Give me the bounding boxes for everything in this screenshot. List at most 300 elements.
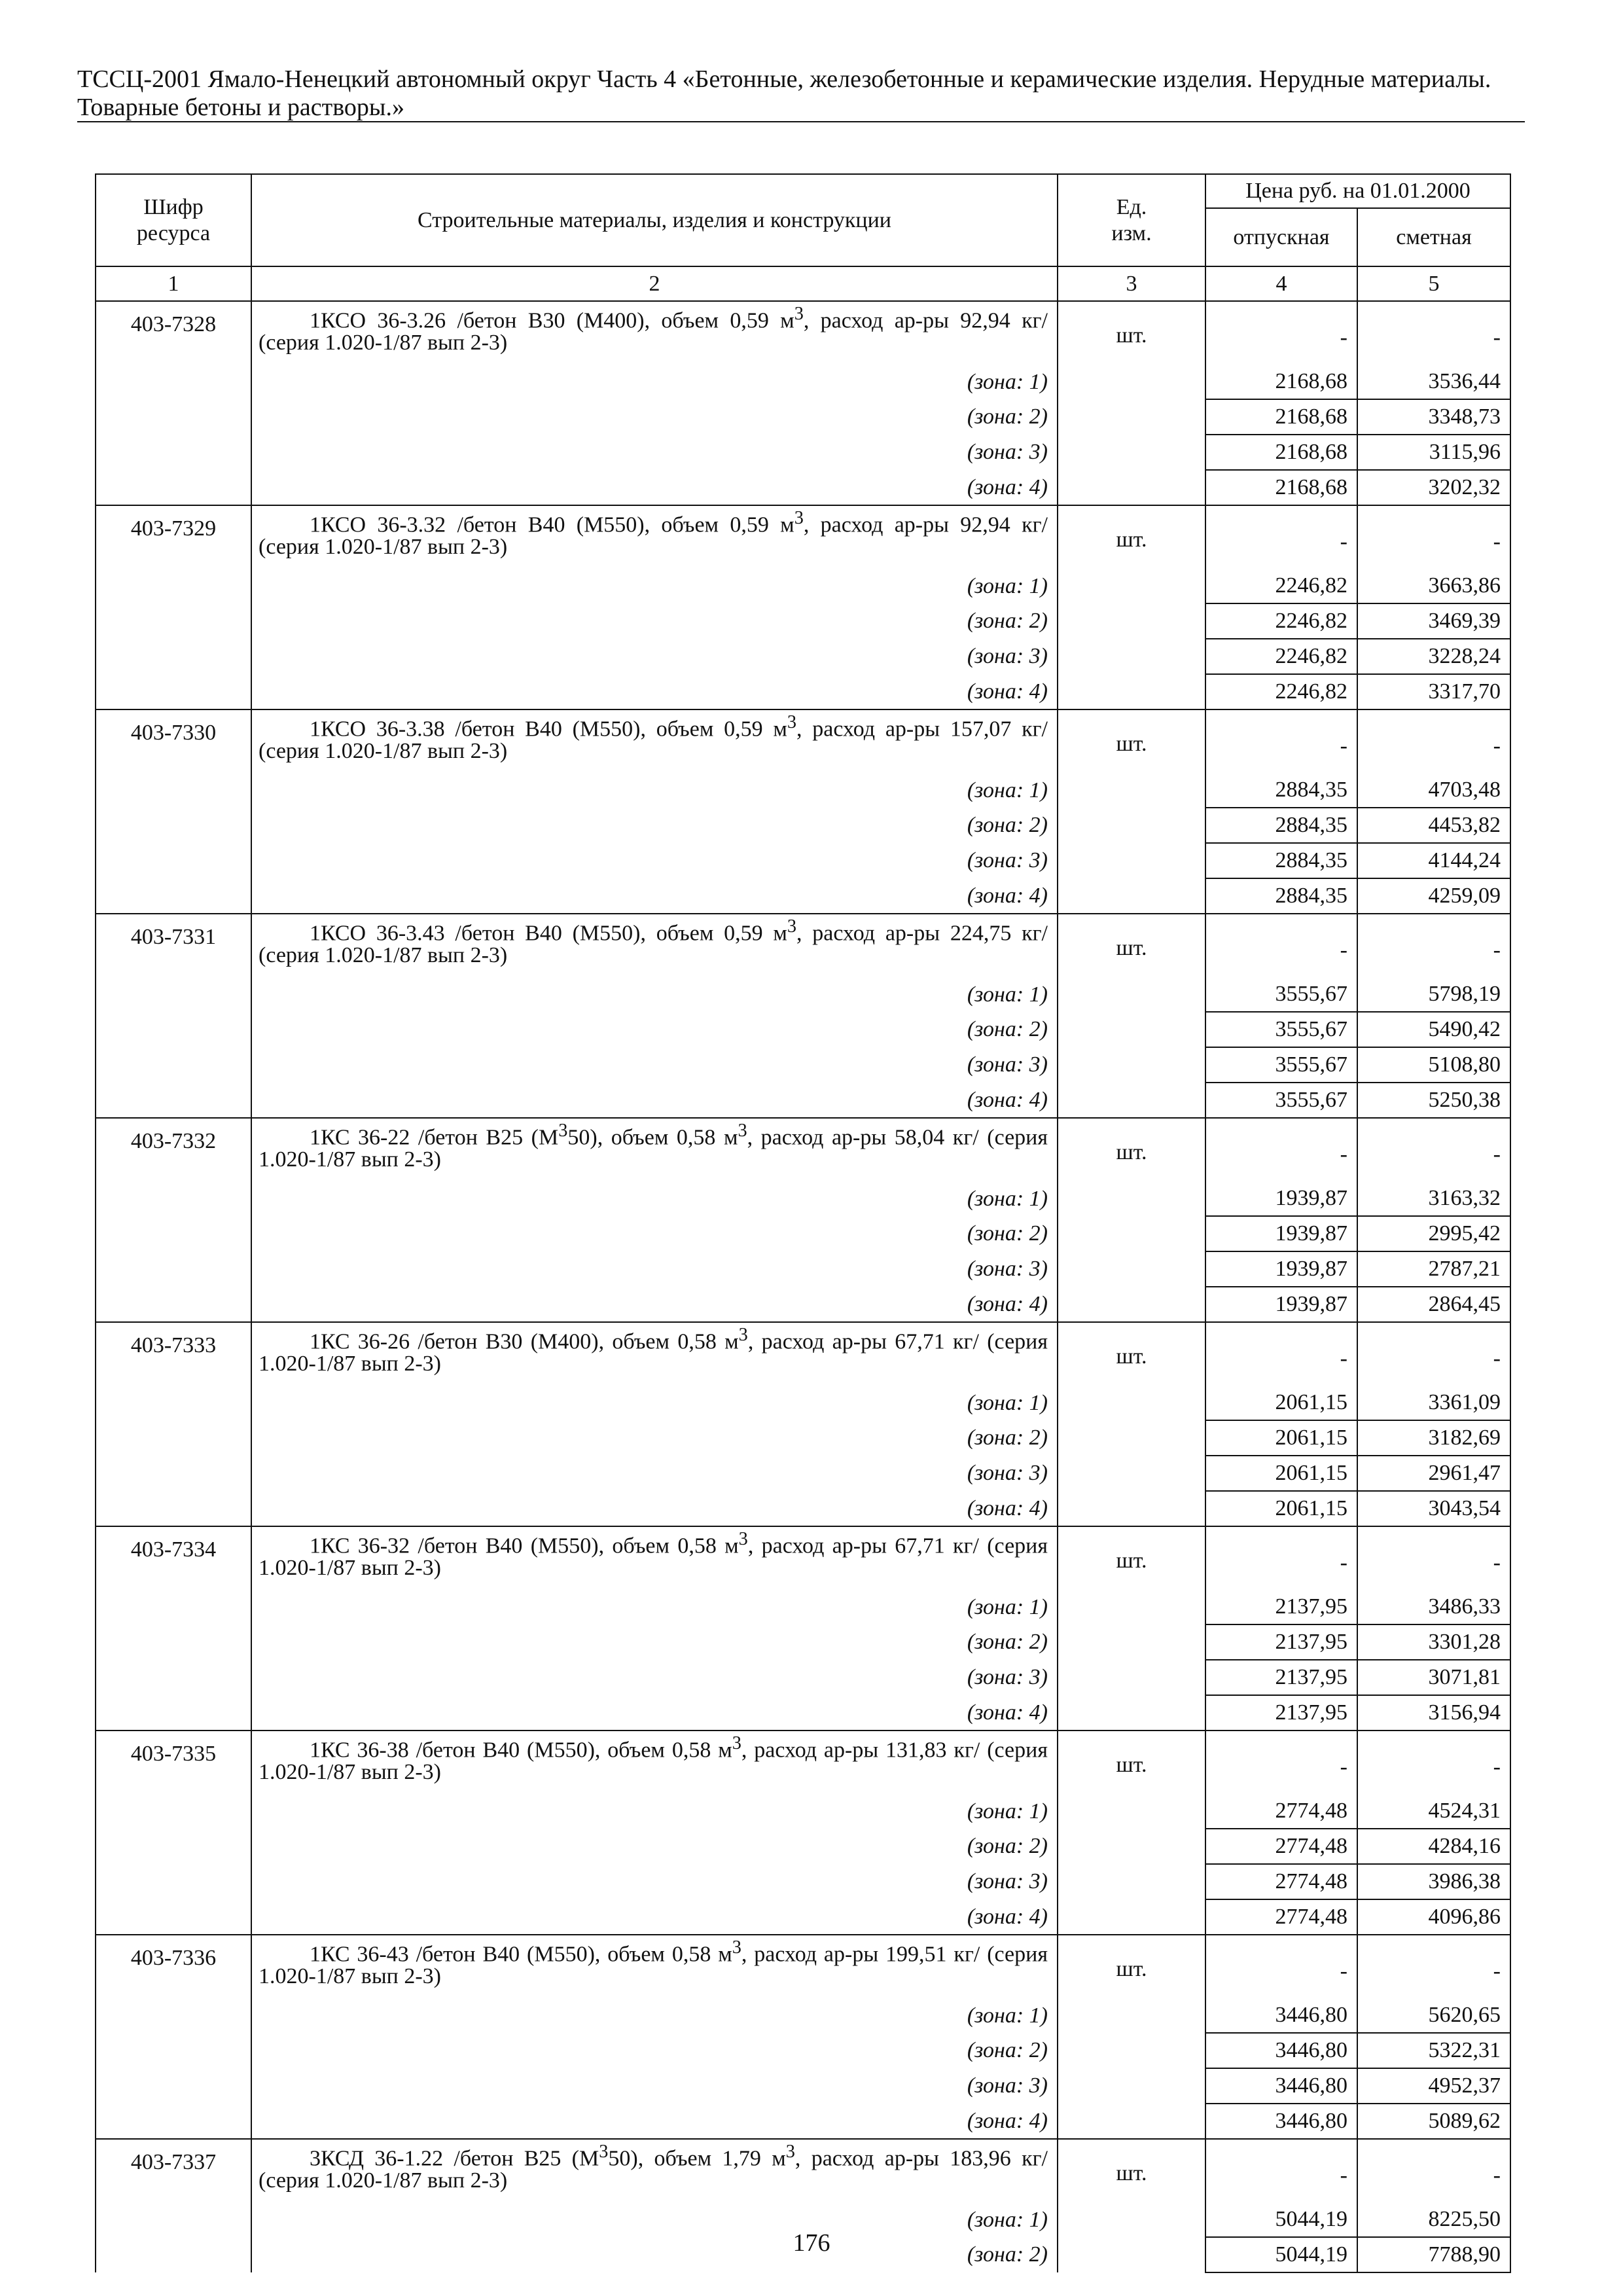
release-price: 2061,15 [1205,1420,1357,1456]
zone-row [96,843,1510,878]
code-cell-empty [96,1386,251,1420]
release-price: 2774,48 [1205,1829,1357,1864]
price-table [95,173,1511,2273]
estimate-price: - [1357,914,1510,977]
zone-label: (зона: 1) [251,365,1058,399]
zone-row [96,1590,1510,1624]
code-cell-empty [96,435,251,470]
release-price: 2168,68 [1205,365,1357,399]
resource-name-text: 1КС 36-26 /бетон В30 (М400), объем 0,58 м [310,1329,739,1354]
zone-row [96,639,1510,674]
estimate-price: 2864,45 [1357,1287,1510,1322]
zone-row [96,1899,1510,1935]
release-price: 2168,68 [1205,435,1357,470]
unit-cell-empty [1058,1287,1205,1322]
resource-name-text: , расход ар-ры 92,94 кг/ (серия 1.020-1/87 вып 2-3) [259,512,1048,560]
release-price: 2246,82 [1205,674,1357,709]
resource-name-text: 1КС 36-22 /бетон В25 (М [310,1125,559,1150]
estimate-price: - [1357,301,1510,365]
release-price: 2168,68 [1205,399,1357,435]
estimate-price: 4952,37 [1357,2068,1510,2104]
release-price: 2137,95 [1205,1660,1357,1695]
zone-row [96,1829,1510,1864]
unit-cell-empty [1058,2033,1205,2068]
zone-row [96,1660,1510,1695]
zone-row [96,1456,1510,1491]
zone-label: (зона: 3) [251,2068,1058,2104]
estimate-price: 4096,86 [1357,1899,1510,1935]
resource-code: 403-7333 [96,1322,251,1386]
code-cell-empty [96,639,251,674]
code-cell-empty [96,1998,251,2033]
col-header-price: Цена руб. на 01.01.2000 [1205,174,1510,208]
resource-name [251,914,1058,977]
zone-row [96,1491,1510,1526]
resource-name-text: , расход ар-ры 58,04 кг/ (серия 1.020-1/87 вып 2-3) [259,1125,1048,1172]
release-price: 2884,35 [1205,808,1357,843]
superscript: 3 [785,2142,795,2162]
release-price: 2246,82 [1205,603,1357,639]
estimate-price: 3182,69 [1357,1420,1510,1456]
zone-label: (зона: 2) [251,1012,1058,1047]
release-price: 2884,35 [1205,773,1357,808]
estimate-price: - [1357,1118,1510,1181]
code-cell-empty [96,1864,251,1899]
release-price: - [1205,1935,1357,1998]
estimate-price: 3536,44 [1357,365,1510,399]
estimate-price: 3469,39 [1357,603,1510,639]
unit-cell-empty [1058,365,1205,399]
zone-label: (зона: 3) [251,1660,1058,1695]
col-header-estimate-price: сметная [1357,208,1510,266]
resource-code: 403-7336 [96,1935,251,1998]
resource-code: 403-7334 [96,1526,251,1590]
zone-row [96,674,1510,709]
resource-row [96,1322,1510,1386]
zone-row [96,878,1510,914]
zone-label: (зона: 4) [251,1695,1058,1731]
zone-row [96,1998,1510,2033]
resource-row [96,1526,1510,1590]
resource-name-text: 1КС 36-38 /бетон В40 (М550), объем 0,58 м [310,1738,732,1763]
resource-row [96,301,1510,365]
zone-label: (зона: 1) [251,1998,1058,2033]
unit: шт. [1058,2139,1205,2202]
resource-row [96,1935,1510,1998]
superscript: 3 [738,1121,747,1141]
unit-cell-empty [1058,1420,1205,1456]
zone-row [96,1251,1510,1287]
estimate-price: 2961,47 [1357,1456,1510,1491]
release-price: - [1205,1322,1357,1386]
code-cell-empty [96,2033,251,2068]
code-cell-empty [96,365,251,399]
estimate-price: 3228,24 [1357,639,1510,674]
resource-name-text: , расход ар-ры 157,07 кг/ (серия 1.020-1/87 вып 2-3) [259,717,1048,764]
zone-label: (зона: 4) [251,2104,1058,2139]
zone-row [96,1420,1510,1456]
resource-row [96,1118,1510,1181]
code-cell-empty [96,1695,251,1731]
resource-name [251,505,1058,569]
resource-name-text: , расход ар-ры 67,71 кг/ (серия 1.020-1/87 вып 2-3) [259,1534,1048,1581]
unit-cell-empty [1058,470,1205,505]
zone-label: (зона: 1) [251,773,1058,808]
col-number-3: 3 [1058,266,1205,301]
unit: шт. [1058,709,1205,773]
superscript: 3 [738,1325,748,1345]
unit-cell-empty [1058,1012,1205,1047]
zone-label: (зона: 2) [251,603,1058,639]
unit-cell-empty [1058,2104,1205,2139]
resource-row [96,505,1510,569]
zone-label: (зона: 2) [251,1829,1058,1864]
release-price: 5044,19 [1205,2202,1357,2237]
unit-cell-empty [1058,1590,1205,1624]
zone-label: (зона: 3) [251,435,1058,470]
estimate-price: 5798,19 [1357,977,1510,1012]
col-number-2: 2 [251,266,1058,301]
release-price: - [1205,1118,1357,1181]
zone-row [96,435,1510,470]
estimate-price: 5322,31 [1357,2033,1510,2068]
col-header-unit: Ед. изм. [1058,174,1205,266]
code-cell-empty [96,569,251,603]
unit-cell-empty [1058,1998,1205,2033]
resource-code: 403-7337 [96,2139,251,2202]
header-line-1: ТССЦ-2001 Ямало-Ненецкий автономный округ Часть 4 «Бетонные, железобетонные и керамические изделия. Нерудные материалы. [77,65,1491,93]
zone-label: (зона: 3) [251,639,1058,674]
release-price: 1939,87 [1205,1181,1357,1216]
code-cell-empty [96,674,251,709]
resource-name-text: , расход ар-ры 224,75 кг/ (серия 1.020-1/87 вып 2-3) [259,921,1048,968]
zone-label: (зона: 4) [251,878,1058,914]
release-price: 3446,80 [1205,2068,1357,2104]
release-price: 2884,35 [1205,878,1357,914]
unit-cell-empty [1058,569,1205,603]
superscript: 3 [732,1733,741,1753]
code-cell-empty [96,1251,251,1287]
estimate-price: 4284,16 [1357,1829,1510,1864]
release-price: 2774,48 [1205,1794,1357,1829]
code-cell-empty [96,878,251,914]
release-price: 3555,67 [1205,1047,1357,1083]
unit-cell-empty [1058,1456,1205,1491]
zone-row [96,1864,1510,1899]
release-price: - [1205,505,1357,569]
code-cell-empty [96,1624,251,1660]
code-cell-empty [96,1794,251,1829]
resource-code: 403-7331 [96,914,251,977]
resource-name-text: 50), объем 0,58 м [567,1125,738,1150]
col-number-1: 1 [96,266,251,301]
estimate-price: 5108,80 [1357,1047,1510,1083]
estimate-price: 3301,28 [1357,1624,1510,1660]
zone-label: (зона: 2) [251,808,1058,843]
zone-label: (зона: 2) [251,1420,1058,1456]
code-cell-empty [96,808,251,843]
estimate-price: 3486,33 [1357,1590,1510,1624]
unit-cell-empty [1058,1181,1205,1216]
unit: шт. [1058,505,1205,569]
zone-label: (зона: 1) [251,2202,1058,2237]
zone-label: (зона: 2) [251,2237,1058,2272]
zone-label: (зона: 3) [251,1864,1058,1899]
zone-row [96,773,1510,808]
price-table-body [96,301,1510,2272]
zone-row [96,1047,1510,1083]
zone-label: (зона: 1) [251,569,1058,603]
zone-row [96,1794,1510,1829]
code-cell-empty [96,1216,251,1251]
unit-cell-empty [1058,1899,1205,1935]
resource-name-text: , расход ар-ры 67,71 кг/ (серия 1.020-1/87 вып 2-3) [259,1329,1048,1376]
resource-row [96,709,1510,773]
release-price: - [1205,301,1357,365]
code-cell-empty [96,1420,251,1456]
estimate-price: 4524,31 [1357,1794,1510,1829]
release-price: - [1205,914,1357,977]
estimate-price: 5089,62 [1357,2104,1510,2139]
document-header [77,65,1524,122]
zone-label: (зона: 4) [251,1899,1058,1935]
estimate-price: 4703,48 [1357,773,1510,808]
resource-row [96,1731,1510,1794]
col-number-5: 5 [1357,266,1510,301]
zone-label: (зона: 4) [251,1083,1058,1118]
unit: шт. [1058,1322,1205,1386]
release-price: 3555,67 [1205,1012,1357,1047]
code-cell-empty [96,1287,251,1322]
zone-row [96,2104,1510,2139]
zone-label: (зона: 1) [251,1386,1058,1420]
unit-cell-empty [1058,1216,1205,1251]
zone-label: (зона: 1) [251,1590,1058,1624]
zone-row [96,1216,1510,1251]
unit: шт. [1058,1731,1205,1794]
code-cell-empty [96,977,251,1012]
release-price: 2246,82 [1205,639,1357,674]
zone-row [96,399,1510,435]
code-cell-empty [96,1047,251,1083]
code-cell-empty [96,1181,251,1216]
code-cell-empty [96,1456,251,1491]
unit-cell-empty [1058,1660,1205,1695]
zone-row [96,977,1510,1012]
resource-code: 403-7329 [96,505,251,569]
release-price: - [1205,1526,1357,1590]
zone-row [96,603,1510,639]
unit-cell-empty [1058,639,1205,674]
code-cell-empty [96,399,251,435]
zone-row [96,1181,1510,1216]
code-cell-empty [96,2068,251,2104]
zone-label: (зона: 3) [251,1047,1058,1083]
estimate-price: 3071,81 [1357,1660,1510,1695]
unit-cell-empty [1058,808,1205,843]
unit-cell-empty [1058,399,1205,435]
resource-name-text: 1КС 36-43 /бетон В40 (М550), объем 0,58 м [310,1942,732,1967]
code-cell-empty [96,1660,251,1695]
estimate-price: 5490,42 [1357,1012,1510,1047]
zone-label: (зона: 3) [251,1456,1058,1491]
resource-name-text: 1КСО 36-3.26 /бетон В30 (М400), объем 0,59 м [310,308,794,333]
unit: шт. [1058,301,1205,365]
zone-label: (зона: 1) [251,1794,1058,1829]
estimate-price: - [1357,2139,1510,2202]
zone-row [96,569,1510,603]
estimate-price: 3986,38 [1357,1864,1510,1899]
release-price: - [1205,1731,1357,1794]
code-cell-empty [96,1590,251,1624]
resource-name [251,2139,1058,2202]
release-price: 5044,19 [1205,2237,1357,2272]
code-cell-empty [96,1083,251,1118]
resource-name-text: , расход ар-ры 199,51 кг/ (серия 1.020-1/87 вып 2-3) [259,1942,1048,1989]
release-price: 2137,95 [1205,1624,1357,1660]
resource-name-text: 1КСО 36-3.43 /бетон В40 (М550), объем 0,59 м [310,921,787,946]
estimate-price: 5250,38 [1357,1083,1510,1118]
unit-cell-empty [1058,674,1205,709]
estimate-price: 4453,82 [1357,808,1510,843]
release-price: 2246,82 [1205,569,1357,603]
estimate-price: - [1357,709,1510,773]
resource-name [251,301,1058,365]
zone-row [96,1695,1510,1731]
estimate-price: 3348,73 [1357,399,1510,435]
estimate-price: - [1357,1731,1510,1794]
unit-cell-empty [1058,435,1205,470]
unit-cell-empty [1058,2068,1205,2104]
header-line-2: Товарные бетоны и растворы.» [77,94,404,121]
unit-cell-empty [1058,1083,1205,1118]
estimate-price: - [1357,1526,1510,1590]
zone-label: (зона: 3) [251,843,1058,878]
zone-label: (зона: 2) [251,1216,1058,1251]
estimate-price: 3115,96 [1357,435,1510,470]
zone-label: (зона: 4) [251,470,1058,505]
resource-name [251,709,1058,773]
superscript: 3 [558,1121,568,1141]
unit-cell-empty [1058,1695,1205,1731]
resource-name-text: , расход ар-ры 183,96 кг/ (серия 1.020-1/87 вып 2-3) [259,2146,1048,2193]
unit-cell-empty [1058,1491,1205,1526]
release-price: 2774,48 [1205,1899,1357,1935]
zone-row [96,1287,1510,1322]
unit-cell-empty [1058,1794,1205,1829]
code-cell-empty [96,1012,251,1047]
superscript: 3 [787,916,797,937]
estimate-price: 4259,09 [1357,878,1510,914]
resource-row [96,914,1510,977]
col-header-code: Шифр ресурса [96,174,251,266]
release-price: 3446,80 [1205,2104,1357,2139]
resource-name [251,1322,1058,1386]
resource-code: 403-7330 [96,709,251,773]
code-cell-empty [96,603,251,639]
code-cell-empty [96,1491,251,1526]
zone-label: (зона: 2) [251,1624,1058,1660]
release-price: 2168,68 [1205,470,1357,505]
unit-cell-empty [1058,878,1205,914]
col-header-release-price: отпускная [1205,208,1357,266]
unit-cell-empty [1058,603,1205,639]
estimate-price: 4144,24 [1357,843,1510,878]
resource-name-text: 1КСО 36-3.32 /бетон В40 (М550), объем 0,59 м [310,512,794,537]
unit: шт. [1058,914,1205,977]
zone-row [96,1012,1510,1047]
code-cell-empty [96,1899,251,1935]
zone-label: (зона: 4) [251,1491,1058,1526]
release-price: 1939,87 [1205,1216,1357,1251]
estimate-price: 3361,09 [1357,1386,1510,1420]
estimate-price: - [1357,505,1510,569]
estimate-price: 3156,94 [1357,1695,1510,1731]
release-price: 2137,95 [1205,1695,1357,1731]
resource-code: 403-7335 [96,1731,251,1794]
estimate-price: - [1357,1935,1510,1998]
estimate-price: 7788,90 [1357,2237,1510,2272]
resource-name [251,1731,1058,1794]
zone-row [96,365,1510,399]
resource-name-text: 3КСД 36-1.22 /бетон В25 (М [310,2146,599,2171]
estimate-price: 8225,50 [1357,2202,1510,2237]
unit: шт. [1058,1118,1205,1181]
resource-name-text: 1КСО 36-3.38 /бетон В40 (М550), объем 0,59 м [310,717,787,742]
zone-label: (зона: 1) [251,1181,1058,1216]
resource-name-text: 50), объем 1,79 м [608,2146,786,2171]
release-price: 3446,80 [1205,1998,1357,2033]
release-price: 1939,87 [1205,1287,1357,1322]
zone-row [96,808,1510,843]
code-cell-empty [96,843,251,878]
estimate-price: 3202,32 [1357,470,1510,505]
superscript: 3 [599,2142,609,2162]
release-price: 2061,15 [1205,1456,1357,1491]
superscript: 3 [738,1529,748,1549]
unit: шт. [1058,1935,1205,1998]
zone-label: (зона: 2) [251,2033,1058,2068]
release-price: 2061,15 [1205,1491,1357,1526]
release-price: 2137,95 [1205,1590,1357,1624]
superscript: 3 [732,1937,741,1958]
resource-row [96,2139,1510,2202]
unit-cell-empty [1058,1864,1205,1899]
estimate-price: 3163,32 [1357,1181,1510,1216]
zone-label: (зона: 4) [251,674,1058,709]
code-cell-empty [96,470,251,505]
unit: шт. [1058,1526,1205,1590]
resource-name [251,1526,1058,1590]
release-price: 2774,48 [1205,1864,1357,1899]
unit-cell-empty [1058,1386,1205,1420]
resource-name-text: , расход ар-ры 92,94 кг/ (серия 1.020-1/87 вып 2-3) [259,308,1048,355]
superscript: 3 [794,304,804,324]
unit-cell-empty [1058,1624,1205,1660]
resource-code: 403-7328 [96,301,251,365]
unit-cell-empty [1058,773,1205,808]
release-price: 3555,67 [1205,977,1357,1012]
zone-label: (зона: 1) [251,977,1058,1012]
zone-row [96,2033,1510,2068]
code-cell-empty [96,1829,251,1864]
release-price: 3555,67 [1205,1083,1357,1118]
zone-row [96,470,1510,505]
zone-row [96,1624,1510,1660]
resource-name [251,1118,1058,1181]
release-price: 1939,87 [1205,1251,1357,1287]
resource-name-text: , расход ар-ры 131,83 кг/ (серия 1.020-1/87 вып 2-3) [259,1738,1048,1785]
